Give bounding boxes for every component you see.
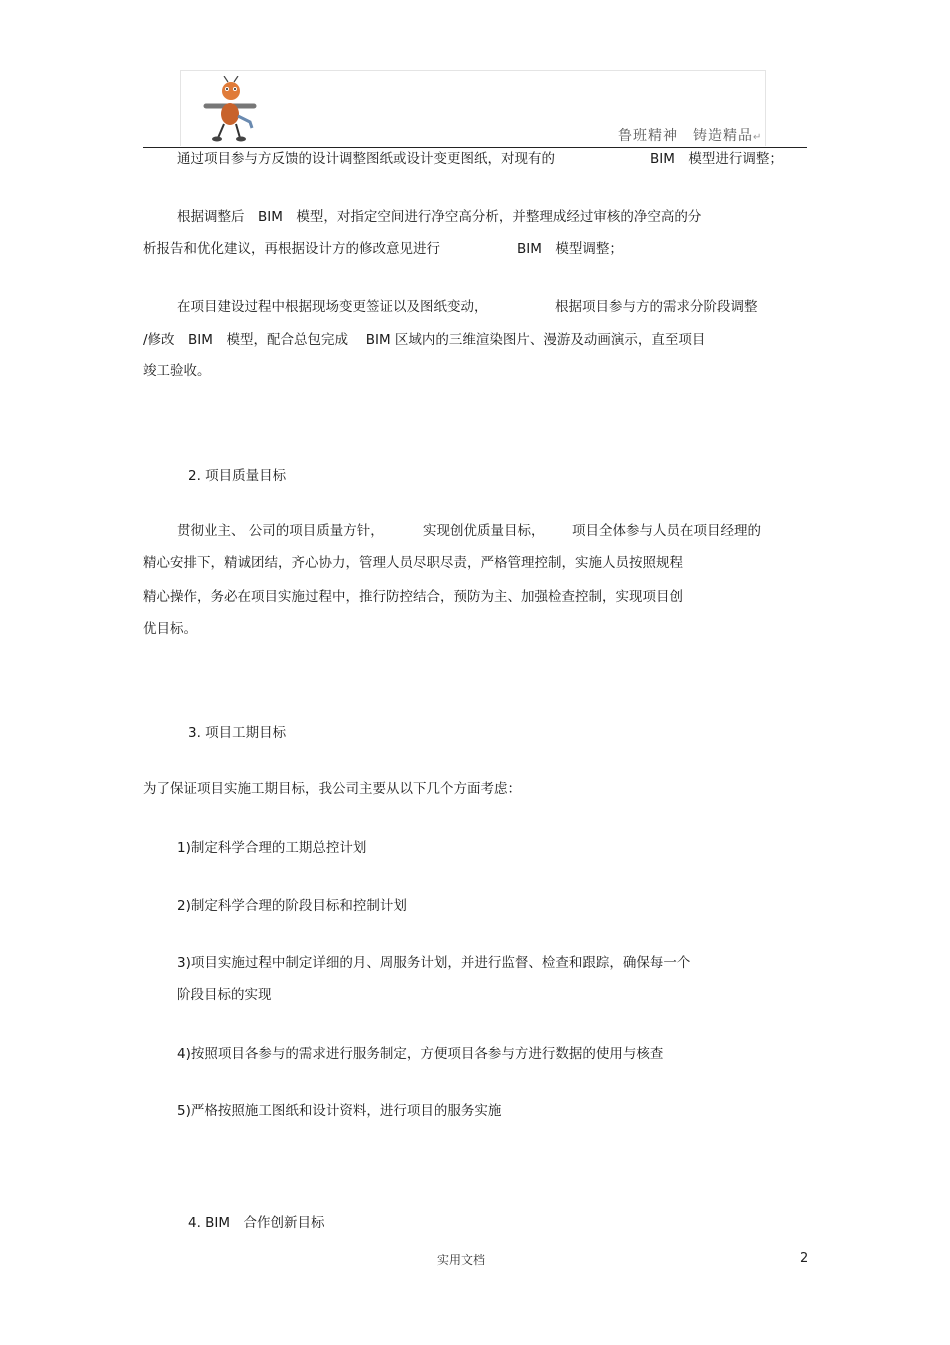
paragraph-mark: ↵: [753, 132, 763, 143]
paragraph-line: BIM 模型进行调整；: [650, 151, 783, 167]
paragraph-line: 优目标。: [143, 621, 197, 637]
list-item: 5)严格按照施工图纸和设计资料，进行项目的服务实施: [177, 1103, 502, 1119]
page-number: 2: [800, 1251, 809, 1266]
paragraph-line: 竣工验收。: [143, 363, 211, 379]
header-slogan-text: 鲁班精神 铸造精品: [618, 128, 753, 144]
paragraph-line: 贯彻业主、 公司的项目质量方针，: [177, 523, 384, 539]
header-rule: [143, 147, 807, 148]
list-item: 4)按照项目各参与的需求进行服务制定，方便项目各参与方进行数据的使用与核查: [177, 1046, 664, 1062]
section-heading: 2. 项目质量目标: [188, 468, 287, 484]
list-item-continuation: 阶段目标的实现: [177, 987, 272, 1003]
footer-label: 实用文档: [437, 1253, 486, 1267]
paragraph-line: 在项目建设过程中根据现场变更签证以及图纸变动，: [177, 299, 488, 315]
ant-mascot-logo: [196, 76, 264, 144]
list-item: 3)项目实施过程中制定详细的月、周服务计划，并进行监督、检查和跟踪，确保每一个: [177, 955, 691, 971]
paragraph-line: 精心安排下，精诚团结，齐心协力，管理人员尽职尽责，严格管理控制，实施人员按照规程: [143, 555, 683, 571]
paragraph-line: 根据项目参与方的需求分阶段调整: [555, 299, 758, 315]
paragraph-line: 为了保证项目实施工期目标，我公司主要从以下几个方面考虑：: [143, 781, 521, 797]
paragraph-line: /修改 BIM 模型，配合总包完成 BIM 区域内的三维渲染图片、漫游及动画演示，直至项目: [143, 332, 706, 348]
paragraph-line: 通过项目参与方反馈的设计调整图纸或设计变更图纸，对现有的: [177, 151, 555, 167]
list-item: 1)制定科学合理的工期总控计划: [177, 840, 367, 856]
paragraph-line: 精心操作，务必在项目实施过程中，推行防控结合，预防为主、加强检查控制，实现项目创: [143, 589, 683, 605]
paragraph-line: 根据调整后 BIM 模型，对指定空间进行净空高分析，并整理成经过审核的净空高的分: [177, 209, 702, 225]
section-heading: 3. 项目工期目标: [188, 725, 287, 741]
paragraph-line: BIM 模型调整；: [517, 241, 623, 257]
section-heading: 4. BIM 合作创新目标: [188, 1215, 325, 1231]
paragraph-line: 析报告和优化建议，再根据设计方的修改意见进行: [143, 241, 440, 257]
paragraph-line: 项目全体参与人员在项目经理的: [572, 523, 761, 539]
header-slogan: [618, 125, 762, 145]
paragraph-line: 实现创优质量目标，: [423, 523, 545, 539]
list-item: 2)制定科学合理的阶段目标和控制计划: [177, 898, 407, 914]
